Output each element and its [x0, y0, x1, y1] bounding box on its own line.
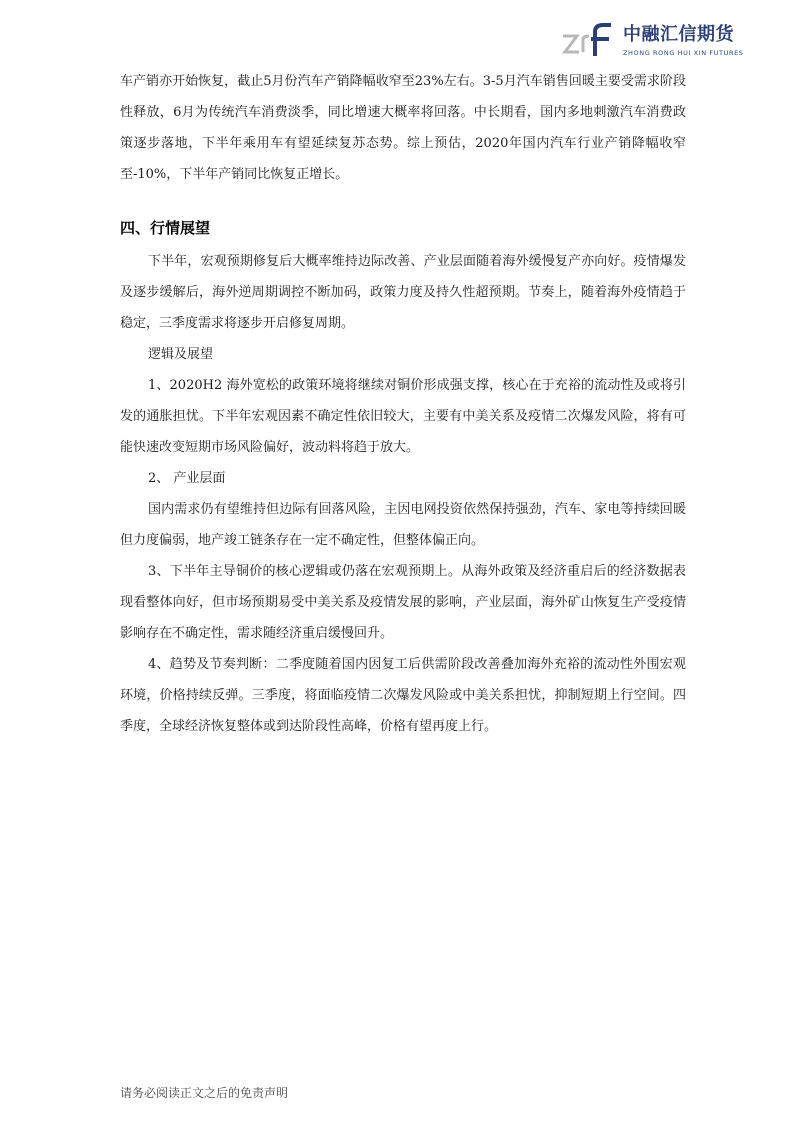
- document-body: [120, 66, 686, 742]
- logic-heading: 逻辑及展望: [148, 347, 214, 362]
- list-item-2-body: 国内需求仍有望维持但边际有回落风险，主因电网投资依然保持强劲，汽车、家电等持续回暖但力度偏弱，地产竣工链条存在一定不确定性，但整体偏正向。: [120, 502, 686, 548]
- logo-english-name: ZHONG RONG HUI XIN FUTURES: [623, 49, 744, 57]
- logo-mark-icon: [561, 22, 619, 58]
- list-item-1: 1、2020H2 海外宽松的政策环境将继续对铜价形成强支撑，核心在于充裕的流动性及或将引发的通胀担忧。下半年宏观因素不确定性依旧较大，主要有中美关系及疫情二次爆发风险，将有可能快速改变短期市场风险偏好，波动料将趋于放大。: [120, 378, 686, 455]
- paragraph-outlook: 下半年，宏观预期修复后大概率维持边际改善、产业层面随着海外缓慢复产亦向好。疫情爆发及逐步缓解后，海外逆周期调控不断加码，政策力度及持久性超预期。节奏上，随着海外疫情趋于稳定，三季度需求将逐步开启修复周期。: [120, 254, 686, 331]
- company-logo: [561, 18, 744, 62]
- list-item-4: 4、趋势及节奏判断：二季度随着国内因复工后供需阶段改善叠加海外充裕的流动性外围宏观环境，价格持续反弹。三季度，将面临疫情二次爆发风险或中美关系担忧，抑制短期上行空间。四季度，全球经济恢复整体或到达阶段性高峰，价格有望再度上行。: [120, 657, 686, 734]
- logo-chinese-name: 中融汇信期货: [623, 24, 734, 45]
- list-item-2-title: 2、 产业层面: [148, 471, 226, 486]
- section-heading: 四、行情展望: [120, 219, 211, 237]
- paragraph-intro: 车产销亦开始恢复，截止5月份汽车产销降幅收窄至23%左右。3-5月汽车销售回暖主要受需求阶段性释放，6月为传统汽车消费淡季，同比增速大概率将回落。中长期看，国内多地刺激汽车消费政策逐步落地，下半年乘用车有望延续复苏态势。综上预估，2020年国内汽车行业产销降幅收窄至-10%，下半年产销同比恢复正增长。: [120, 74, 686, 182]
- list-item-3: 3、下半年主导铜价的核心逻辑或仍落在宏观预期上。从海外政策及经济重启后的经济数据表现看整体向好，但市场预期易受中美关系及疫情发展的影响，产业层面，海外矿山恢复生产受疫情影响存在不确定性，需求随经济重启缓慢回升。: [120, 564, 686, 641]
- footer-disclaimer: 请务必阅读正文之后的免责声明: [120, 1086, 289, 1100]
